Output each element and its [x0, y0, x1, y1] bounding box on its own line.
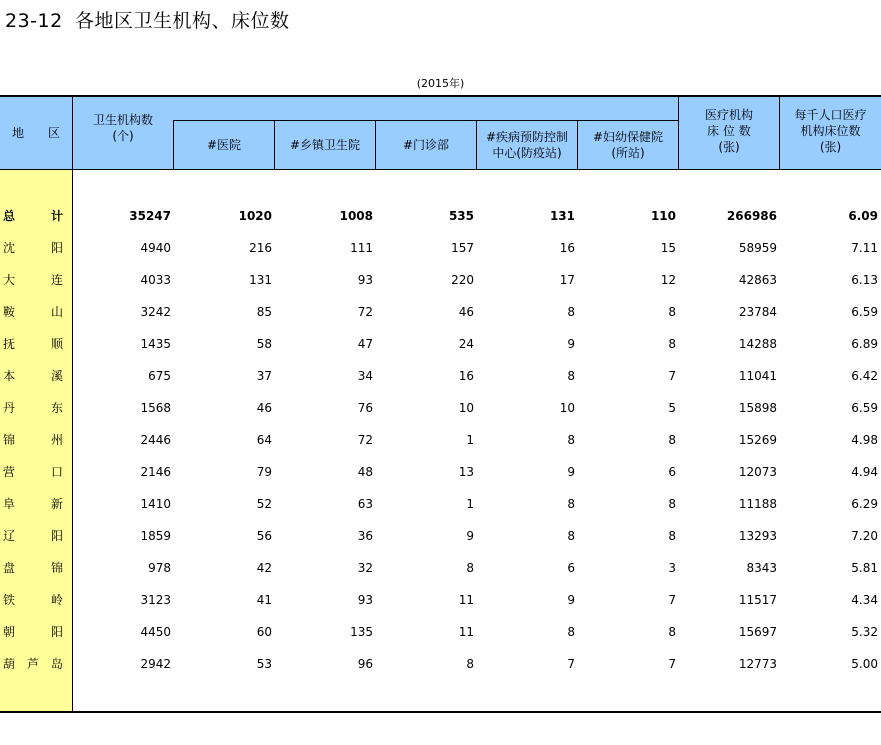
cell-hospitals: 64 [256, 433, 272, 447]
cell-township: 48 [357, 465, 373, 479]
cell-beds: 11188 [738, 497, 777, 511]
cell-clinics: 11 [458, 625, 474, 639]
region-char: 新 [50, 497, 63, 511]
region-char: 溪 [50, 369, 63, 383]
header-beds [679, 105, 779, 157]
cell-township: 96 [357, 657, 373, 671]
region-name [3, 264, 63, 296]
cell-cdc: 8 [567, 497, 575, 511]
table-row [0, 328, 881, 360]
cell-mch: 12 [660, 273, 676, 287]
region-char: 山 [50, 305, 63, 319]
table-row [0, 552, 881, 584]
region-name [3, 200, 63, 232]
cell-institutions: 35247 [129, 209, 171, 223]
cell-beds: 12073 [738, 465, 777, 479]
cell-beds-per-thousand: 6.09 [848, 209, 878, 223]
header-institutions-label: 卫生机构数 [92, 113, 153, 127]
region-char: 州 [50, 433, 63, 447]
cell-cdc: 6 [567, 561, 575, 575]
cell-beds-per-thousand: 6.29 [851, 497, 878, 511]
cell-institutions: 3242 [140, 305, 171, 319]
cell-institutions: 1410 [140, 497, 171, 511]
cell-clinics: 157 [451, 241, 474, 255]
cell-mch: 7 [668, 369, 676, 383]
cell-clinics: 11 [458, 593, 474, 607]
cell-beds: 23784 [738, 305, 777, 319]
region-char: 本 [3, 369, 16, 383]
table-row [0, 520, 881, 552]
cell-cdc: 8 [567, 625, 575, 639]
region-char: 辽 [3, 529, 16, 543]
region-name [3, 648, 63, 680]
cell-beds: 11041 [738, 369, 777, 383]
cell-cdc: 17 [559, 273, 575, 287]
cell-mch: 8 [668, 529, 676, 543]
region-name [3, 552, 63, 584]
cell-beds-per-thousand: 6.89 [851, 337, 878, 351]
cell-beds: 42863 [738, 273, 777, 287]
cell-institutions: 2146 [140, 465, 171, 479]
region-char: 朝 [3, 625, 16, 639]
header-institutions-unit: (个) [112, 129, 134, 143]
cell-hospitals: 1020 [238, 209, 272, 223]
cell-institutions: 4033 [140, 273, 171, 287]
table-row [0, 648, 881, 680]
table-title-text: 各地区卫生机构、床位数 [75, 10, 290, 32]
region-char: 芦 [26, 657, 39, 671]
table-row [0, 616, 881, 648]
region-char: 盘 [3, 561, 16, 575]
cell-township: 63 [357, 497, 373, 511]
cell-township: 135 [350, 625, 373, 639]
header-rule [0, 169, 881, 170]
region-name [3, 296, 63, 328]
table-number: 23-12 [5, 10, 63, 32]
header-hospitals [174, 121, 274, 169]
cell-township: 32 [357, 561, 373, 575]
region-char: 铁 [3, 593, 16, 607]
region-char: 阳 [50, 529, 63, 543]
cell-institutions: 1859 [140, 529, 171, 543]
cell-mch: 15 [660, 241, 676, 255]
header-beds-per-thousand-unit: (张) [819, 140, 842, 154]
cell-beds: 14288 [738, 337, 777, 351]
cell-township: 76 [357, 401, 373, 415]
cell-institutions: 978 [148, 561, 171, 575]
header-hospitals-label: #医院 [206, 138, 242, 152]
cell-beds-per-thousand: 5.00 [851, 657, 878, 671]
header-cdc [477, 121, 577, 169]
cell-beds: 15269 [738, 433, 777, 447]
region-name [3, 360, 63, 392]
cell-township: 47 [357, 337, 373, 351]
cell-hospitals: 42 [256, 561, 272, 575]
cell-clinics: 46 [458, 305, 474, 319]
region-char: 顺 [50, 337, 63, 351]
region-name [3, 488, 63, 520]
header-beds-per-thousand-label-2: 机构床位数 [800, 124, 861, 138]
region-name [3, 424, 63, 456]
cell-beds-per-thousand: 6.59 [851, 401, 878, 415]
cell-beds: 15898 [738, 401, 777, 415]
total-row [0, 200, 881, 232]
header-cdc-label: #疾病预防控制 [485, 130, 569, 144]
cell-hospitals: 41 [256, 593, 272, 607]
top-rule [0, 95, 881, 97]
cell-mch: 8 [668, 497, 676, 511]
header-institutions [73, 108, 173, 148]
cell-institutions: 2446 [140, 433, 171, 447]
cell-beds: 11517 [738, 593, 777, 607]
cell-beds: 58959 [738, 241, 777, 255]
cell-township: 72 [357, 433, 373, 447]
header-township [275, 121, 375, 169]
cell-mch: 8 [668, 337, 676, 351]
region-char: 东 [50, 401, 63, 415]
cell-beds-per-thousand: 6.13 [851, 273, 878, 287]
cell-clinics: 1 [466, 497, 474, 511]
header-mch-unit: (所站) [611, 146, 645, 160]
cell-township: 72 [357, 305, 373, 319]
cell-hospitals: 56 [256, 529, 272, 543]
cell-mch: 8 [668, 305, 676, 319]
cell-beds-per-thousand: 5.32 [851, 625, 878, 639]
header-cdc-label-2: 中心(防疫站) [492, 146, 562, 160]
cell-mch: 7 [668, 657, 676, 671]
cell-hospitals: 52 [256, 497, 272, 511]
cell-beds: 12773 [738, 657, 777, 671]
cell-clinics: 16 [458, 369, 474, 383]
region-name [3, 616, 63, 648]
year-label: (2015年) [416, 77, 465, 90]
table-row [0, 360, 881, 392]
region-char: 连 [50, 273, 63, 287]
cell-clinics: 24 [458, 337, 474, 351]
header-region-label: 地 区 [11, 126, 60, 140]
region-char: 岛 [50, 657, 63, 671]
table-title [5, 6, 290, 33]
region-char: 阜 [3, 497, 16, 511]
cell-cdc: 9 [567, 337, 575, 351]
cell-beds-per-thousand: 4.98 [851, 433, 878, 447]
region-char: 锦 [50, 561, 63, 575]
cell-beds-per-thousand: 5.81 [851, 561, 878, 575]
cell-cdc: 131 [549, 209, 575, 223]
cell-beds-per-thousand: 6.59 [851, 305, 878, 319]
cell-clinics: 13 [458, 465, 474, 479]
cell-institutions: 2942 [140, 657, 171, 671]
cell-cdc: 16 [559, 241, 575, 255]
cell-township: 93 [357, 593, 373, 607]
cell-institutions: 1435 [140, 337, 171, 351]
region-char: 葫 [3, 657, 16, 671]
header-beds-label-2: 床 位 数 [707, 124, 751, 138]
region-name [3, 456, 63, 488]
cell-mch: 8 [668, 625, 676, 639]
cell-mch: 7 [668, 593, 676, 607]
header-beds-per-thousand-label: 每千人口医疗 [794, 108, 867, 122]
region-char: 丹 [3, 401, 16, 415]
table-row [0, 264, 881, 296]
cell-mch: 5 [668, 401, 676, 415]
cell-hospitals: 58 [256, 337, 272, 351]
region-char: 鞍 [3, 305, 16, 319]
cell-beds-per-thousand: 6.42 [851, 369, 878, 383]
region-name [3, 328, 63, 360]
region-char: 阳 [50, 241, 63, 255]
region-char: 锦 [3, 433, 16, 447]
region-name [3, 392, 63, 424]
cell-hospitals: 53 [256, 657, 272, 671]
header-clinics [376, 121, 476, 169]
cell-beds: 266986 [726, 209, 777, 223]
cell-clinics: 10 [458, 401, 474, 415]
cell-institutions: 1568 [140, 401, 171, 415]
cell-cdc: 10 [559, 401, 575, 415]
cell-township: 36 [357, 529, 373, 543]
header-mch [578, 121, 678, 169]
region-char: 抚 [3, 337, 16, 351]
cell-hospitals: 79 [256, 465, 272, 479]
cell-hospitals: 131 [249, 273, 272, 287]
header-township-label: #乡镇卫生院 [289, 138, 361, 152]
cell-beds-per-thousand: 7.20 [851, 529, 878, 543]
region-char: 大 [3, 273, 16, 287]
region-char: 营 [3, 465, 16, 479]
cell-institutions: 3123 [140, 593, 171, 607]
cell-cdc: 8 [567, 529, 575, 543]
cell-beds-per-thousand: 7.11 [851, 241, 878, 255]
header-clinics-label: #门诊部 [402, 138, 450, 152]
cell-clinics: 220 [451, 273, 474, 287]
header-beds-unit: (张) [718, 140, 740, 154]
table-row [0, 488, 881, 520]
cell-hospitals: 60 [256, 625, 272, 639]
cell-institutions: 4940 [140, 241, 171, 255]
bottom-rule [0, 711, 881, 713]
cell-institutions: 675 [148, 369, 171, 383]
region-char: 口 [50, 465, 63, 479]
cell-beds-per-thousand: 4.94 [851, 465, 878, 479]
region-char: 总 [3, 209, 16, 223]
cell-township: 34 [357, 369, 373, 383]
header-beds-per-thousand [780, 105, 881, 157]
cell-beds-per-thousand: 4.34 [851, 593, 878, 607]
table-row [0, 456, 881, 488]
cell-hospitals: 85 [256, 305, 272, 319]
cell-hospitals: 46 [256, 401, 272, 415]
cell-clinics: 1 [466, 433, 474, 447]
cell-mch: 8 [668, 433, 676, 447]
region-char: 计 [50, 209, 63, 223]
cell-clinics: 535 [448, 209, 474, 223]
cell-clinics: 9 [466, 529, 474, 543]
table-row [0, 392, 881, 424]
table-row [0, 584, 881, 616]
cell-cdc: 8 [567, 305, 575, 319]
cell-township: 93 [357, 273, 373, 287]
cell-cdc: 9 [567, 465, 575, 479]
region-char: 岭 [50, 593, 63, 607]
cell-clinics: 8 [466, 657, 474, 671]
cell-cdc: 8 [567, 433, 575, 447]
region-char: 阳 [50, 625, 63, 639]
header-mch-label: #妇幼保健院 [592, 130, 664, 144]
region-char: 沈 [3, 241, 16, 255]
cell-beds: 8343 [746, 561, 777, 575]
table-row [0, 424, 881, 456]
cell-cdc: 7 [567, 657, 575, 671]
table-row [0, 232, 881, 264]
header-beds-label: 医疗机构 [704, 108, 753, 122]
cell-beds: 15697 [738, 625, 777, 639]
cell-cdc: 9 [567, 593, 575, 607]
region-name [3, 520, 63, 552]
header-region [0, 97, 72, 169]
cell-institutions: 4450 [140, 625, 171, 639]
region-name [3, 232, 63, 264]
table-row [0, 296, 881, 328]
cell-clinics: 8 [466, 561, 474, 575]
region-name [3, 584, 63, 616]
cell-hospitals: 216 [249, 241, 272, 255]
cell-mch: 110 [650, 209, 676, 223]
cell-township: 1008 [339, 209, 373, 223]
cell-hospitals: 37 [256, 369, 272, 383]
cell-mch: 3 [668, 561, 676, 575]
cell-cdc: 8 [567, 369, 575, 383]
cell-township: 111 [350, 241, 373, 255]
cell-beds: 13293 [738, 529, 777, 543]
cell-mch: 6 [668, 465, 676, 479]
